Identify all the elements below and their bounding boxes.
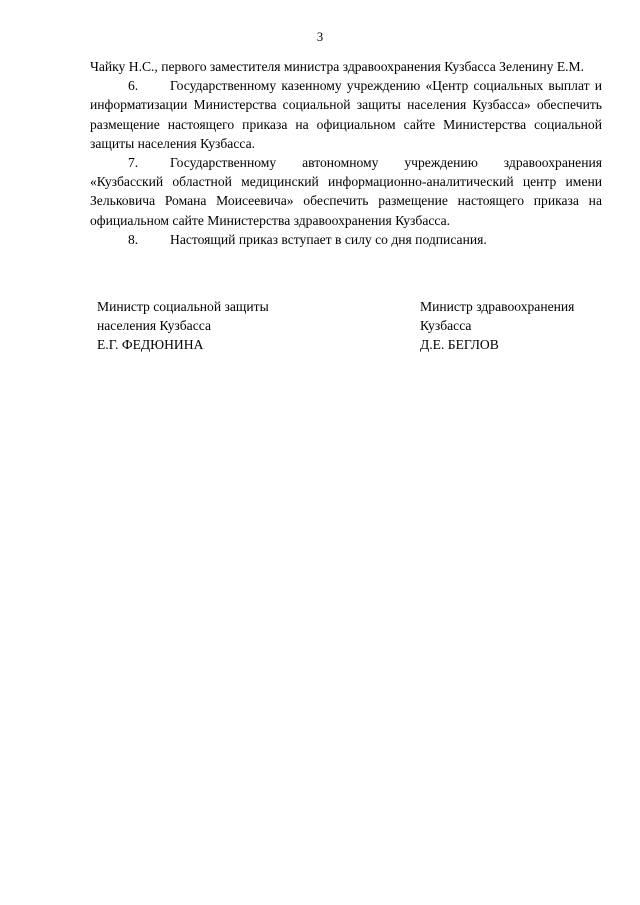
signature-left-name: Е.Г. ФЕДЮНИНА bbox=[97, 337, 204, 353]
signature-right-title-line-2: Кузбасса bbox=[420, 318, 472, 334]
signature-left-title-line-2: населения Кузбасса bbox=[97, 318, 211, 334]
signature-left bbox=[90, 297, 420, 355]
paragraph-7 bbox=[90, 153, 602, 230]
paragraph-8-text: Настоящий приказ вступает в силу со дня подписания. bbox=[170, 231, 487, 247]
page-number: 3 bbox=[316, 30, 324, 44]
paragraph-7-text: Государственному автономному учреждению здравоохранения «Кузбасский областной медицинский информационно-аналитический центр имени Зельковича Романа Моисеевича» обеспечить размещение настоящего приказа на официальном сайте Министерства здравоохранения Кузбасса. bbox=[90, 155, 602, 228]
paragraph-8-number: 8. bbox=[128, 231, 139, 247]
paragraph-6-number: 6. bbox=[128, 78, 139, 94]
paragraph-7-number: 7. bbox=[128, 155, 139, 171]
signature-block bbox=[90, 297, 602, 355]
paragraph-intro: Чайку Н.С., первого заместителя министра здравоохранения Кузбасса Зеленину Е.М. bbox=[90, 59, 585, 74]
document-body bbox=[90, 57, 602, 355]
paragraph-8 bbox=[90, 230, 602, 249]
signature-right-name: Д.Е. БЕГЛОВ bbox=[420, 337, 499, 353]
signature-left-title-line-1: Министр социальной защиты bbox=[97, 299, 269, 315]
paragraph-6-text: Государственному казенному учреждению «Центр социальных выплат и информатизации Министерства социальной защиты населения Кузбасса» обеспечить размещение настоящего приказа на официальном сайте Министерства социальной защиты населения Кузбасса. bbox=[90, 78, 602, 151]
signature-right bbox=[420, 297, 602, 355]
paragraph-6 bbox=[90, 76, 602, 153]
signature-right-title-line-1: Министр здравоохранения bbox=[420, 299, 575, 315]
